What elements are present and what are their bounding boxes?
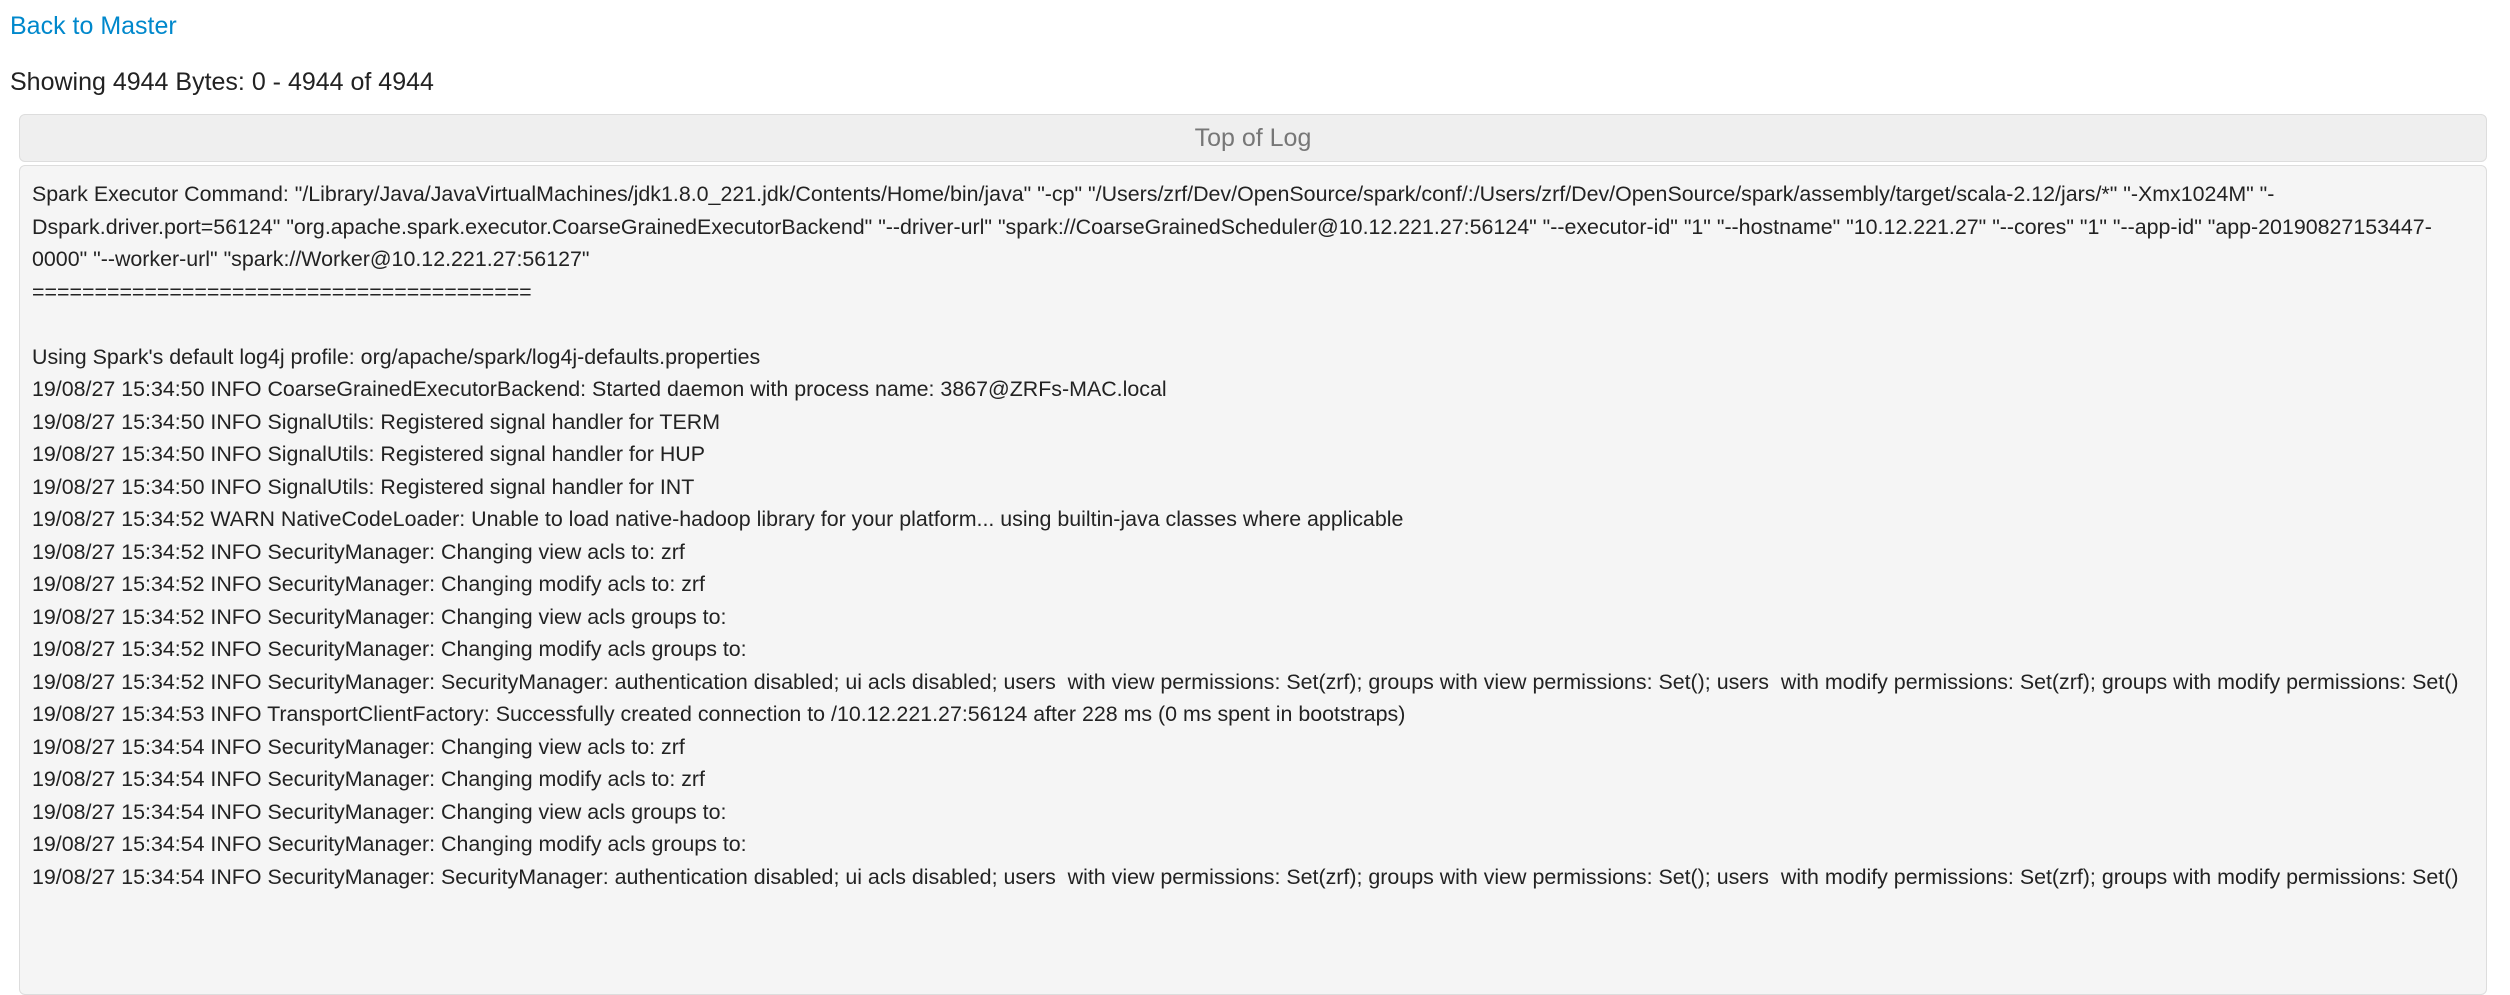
log-line: 19/08/27 15:34:54 INFO SecurityManager: Changing modify acls to: zrf — [32, 767, 705, 791]
log-line: 19/08/27 15:34:52 INFO SecurityManager: Changing modify acls groups to: — [32, 637, 753, 661]
log-line: 19/08/27 15:34:50 INFO SignalUtils: Registered signal handler for HUP — [32, 442, 705, 466]
byte-range-status: Showing 4944 Bytes: 0 - 4944 of 4944 — [10, 68, 434, 96]
log-line: 19/08/27 15:34:54 INFO SecurityManager: SecurityManager: authentication disabled; ui acls disabled; users with view permissions: Set(zrf); groups with view permissions: Set(); users with modify permissions: Set(zrf); groups with modify permissions: Set() — [32, 864, 2459, 889]
back-to-master-link[interactable]: Back to Master — [10, 12, 177, 40]
log-line: 19/08/27 15:34:54 INFO SecurityManager: Changing view acls to: zrf — [32, 734, 685, 759]
log-line — [32, 308, 2474, 341]
log-line: 19/08/27 15:34:52 INFO SecurityManager: Changing view acls groups to: — [32, 604, 733, 629]
log-line: 19/08/27 15:34:52 WARN NativeCodeLoader: Unable to load native-hadoop library for your platform... using builtin-java classes where applicable — [32, 507, 1404, 531]
log-line: 19/08/27 15:34:52 INFO SecurityManager: Changing modify acls to: zrf — [32, 572, 705, 596]
log-line: 19/08/27 15:34:54 INFO SecurityManager: Changing modify acls groups to: — [32, 832, 753, 856]
log-line: 19/08/27 15:34:52 INFO SecurityManager: SecurityManager: authentication disabled; ui acls disabled; users with view permissions: Set(zrf); groups with view permissions: Set(); users with modify permissions: Set(zrf); groups with modify permissions: Set() — [32, 669, 2459, 694]
log-line: 19/08/27 15:34:54 INFO SecurityManager: Changing view acls groups to: — [32, 799, 733, 824]
log-line: ======================================== — [32, 279, 532, 304]
log-content[interactable] — [19, 165, 2487, 995]
log-line: 19/08/27 15:34:50 INFO CoarseGrainedExecutorBackend: Started daemon with process name: 3867@ZRFs-MAC.local — [32, 377, 1167, 401]
log-line: 19/08/27 15:34:53 INFO TransportClientFactory: Successfully created connection to /10.12.221.27:56124 after 228 ms (0 ms spent in bootstraps) — [32, 702, 1406, 726]
log-line: 19/08/27 15:34:50 INFO SignalUtils: Registered signal handler for TERM — [32, 409, 721, 434]
log-line: 19/08/27 15:34:50 INFO SignalUtils: Registered signal handler for INT — [32, 474, 695, 499]
top-of-log-button[interactable]: Top of Log — [19, 114, 2487, 162]
log-line: Using Spark's default log4j profile: org/apache/spark/log4j-defaults.properties — [32, 344, 761, 369]
log-line: 19/08/27 15:34:52 INFO SecurityManager: Changing view acls to: zrf — [32, 539, 685, 564]
log-line: Spark Executor Command: "/Library/Java/JavaVirtualMachines/jdk1.8.0_221.jdk/Contents/Home/bin/java" "-cp" "/Users/zrf/Dev/OpenSource/spark/conf/:/Users/zrf/Dev/OpenSource/spark/assembly/target/scala-2.12/jars/*" "-Xmx1024M" "-Dspark.driver.port=56124" "org.apache.spark.executor.CoarseGrainedExecutorBackend" "--driver-url" "spark://CoarseGrainedScheduler@10.12.221.27:56124" "--executor-id" "1" "--hostname" "10.12.221.27" "--cores" "1" "--app-id" "app-20190827153447-0000" "--worker-url" "spark://Worker@10.12.221.27:56127" — [32, 182, 2432, 271]
